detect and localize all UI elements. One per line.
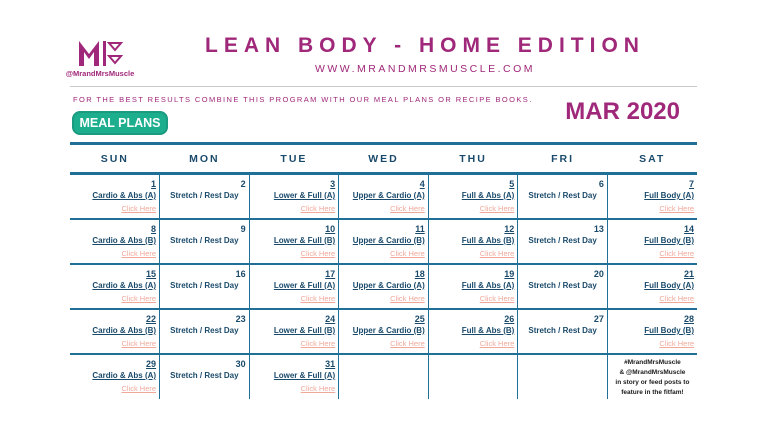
promo-line: in story or feed posts to [615,379,690,386]
workout-click-here-link[interactable]: Click Here [121,339,157,348]
weekday-header: THU [428,144,518,174]
day-number: 18 [414,269,425,279]
workout-name: Cardio & Abs (A) [92,281,157,290]
workout-name: Full Body (B) [644,326,694,335]
calendar-week-row [70,219,697,264]
divider [70,86,697,87]
calendar-day-cell [70,219,160,264]
calendar-day-cell [339,309,429,354]
day-number: 1 [151,179,157,189]
workout-click-here-link[interactable]: Click Here [300,339,336,348]
calendar-day-cell [518,174,608,220]
calendar-day-cell [160,219,250,264]
day-number: 3 [330,179,336,189]
day-number: 30 [235,359,246,369]
calendar-day-cell [428,219,518,264]
weekday-header: SAT [607,144,697,174]
day-number: 19 [504,269,515,279]
promo-line: & @MrandMrsMuscle [619,369,686,376]
day-number: 12 [504,224,515,234]
day-number: 11 [415,224,425,234]
calendar-day-cell [249,219,339,264]
workout-name: Upper & Cardio (A) [352,191,425,200]
hashtag-promo [610,358,695,398]
calendar-day-cell [518,309,608,354]
workout-click-here-link[interactable]: Click Here [121,384,157,393]
calendar-day-cell [518,219,608,264]
calendar-day-cell [339,264,429,309]
workout-click-here-link[interactable]: Click Here [479,339,515,348]
calendar-day-cell [70,174,160,220]
workout-click-here-link[interactable]: Click Here [659,249,694,258]
promo-line: feature in the fitfam! [621,389,684,396]
calendar-week-row [70,309,697,354]
day-number: 6 [598,179,604,189]
day-number: 7 [688,179,694,189]
weekday-header: SUN [70,144,160,174]
brand-logo [60,38,140,78]
rest-day-label: Stretch / Rest Day [528,191,597,200]
workout-click-here-link[interactable]: Click Here [479,294,515,303]
workout-name: Full & Abs (A) [461,281,515,290]
day-number: 10 [325,224,336,234]
workout-name: Lower & Full (B) [273,236,336,245]
calendar-day-cell [70,264,160,309]
workout-name: Upper & Cardio (A) [352,281,425,290]
workout-name: Full & Abs (B) [461,326,515,335]
workout-click-here-link[interactable]: Click Here [300,294,336,303]
workout-name: Lower & Full (A) [273,191,336,200]
weekday-header: FRI [518,144,608,174]
mm-logo-icon [77,38,123,68]
workout-click-here-link[interactable]: Click Here [390,204,425,213]
workout-name: Cardio & Abs (B) [92,236,157,245]
workout-click-here-link[interactable]: Click Here [121,294,157,303]
weekday-header: TUE [249,144,339,174]
meal-plans-button[interactable]: MEAL PLANS [72,111,168,135]
workout-click-here-link[interactable]: Click Here [121,204,157,213]
calendar-day-cell [518,264,608,309]
rest-day-label: Stretch / Rest Day [170,326,239,335]
calendar-day-cell [607,309,697,354]
calendar-day-cell [607,174,697,220]
day-number: 22 [146,314,157,324]
calendar-day-cell [70,309,160,354]
workout-name: Full Body (A) [644,191,694,200]
rest-day-label: Stretch / Rest Day [170,191,239,200]
day-number: 23 [235,314,246,324]
workout-click-here-link[interactable]: Click Here [390,249,425,258]
rest-day-label: Stretch / Rest Day [170,281,239,290]
workout-click-here-link[interactable]: Click Here [659,204,694,213]
calendar-grid [70,142,697,399]
workout-name: Cardio & Abs (A) [92,371,157,380]
calendar-day-cell [160,264,250,309]
workout-name: Lower & Full (A) [273,371,336,380]
workout-click-here-link[interactable]: Click Here [659,294,694,303]
workout-name: Full Body (A) [644,281,694,290]
weekday-header-row [70,144,697,174]
day-number: 28 [683,314,694,324]
workout-name: Cardio & Abs (A) [92,191,157,200]
page-title: LEAN BODY - HOME EDITION [205,34,645,57]
calendar-day-cell [428,354,518,399]
workout-name: Full & Abs (A) [461,191,515,200]
day-number: 20 [593,269,604,279]
day-number: 5 [509,179,515,189]
calendar-day-cell [518,354,608,399]
day-number: 24 [325,314,336,324]
calendar-day-cell [160,174,250,220]
website-link[interactable]: WWW.MRANDMRSMUSCLE.COM [314,63,536,75]
tagline: FOR THE BEST RESULTS COMBINE THIS PROGRAM WITH OUR MEAL PLANS OR RECIPE BOOKS. [73,95,533,104]
calendar-week-row [70,264,697,309]
calendar-day-cell [70,354,160,399]
day-number: 13 [593,224,604,234]
calendar-day-cell [249,264,339,309]
day-number: 17 [325,269,336,279]
calendar-week-row [70,354,697,399]
calendar-day-cell [160,354,250,399]
calendar-day-cell [249,309,339,354]
day-number: 31 [325,359,336,369]
calendar-week-row [70,174,697,220]
workout-name: Upper & Cardio (B) [352,326,425,335]
calendar-day-cell [339,219,429,264]
day-number: 21 [683,269,694,279]
calendar-day-cell [428,174,518,220]
day-number: 16 [235,269,246,279]
brand-handle: @MrandMrsMuscle [65,69,135,78]
workout-name: Upper & Cardio (B) [352,236,425,245]
day-number: 29 [146,359,157,369]
month-label: MAR 2020 [565,98,680,125]
day-number: 8 [151,224,157,234]
promo-line: #MrandMrsMuscle [624,359,681,366]
workout-name: Full & Abs (B) [461,236,515,245]
calendar-day-cell [160,309,250,354]
day-number: 25 [414,314,425,324]
calendar-day-cell [607,264,697,309]
weekday-header: MON [160,144,250,174]
workout-name: Cardio & Abs (B) [92,326,157,335]
workout-click-here-link[interactable]: Click Here [300,204,336,213]
workout-name: Full Body (B) [644,236,694,245]
weekday-header: WED [339,144,429,174]
workout-click-here-link[interactable]: Click Here [390,294,425,303]
rest-day-label: Stretch / Rest Day [528,326,597,335]
calendar-day-cell [428,309,518,354]
calendar-day-cell [339,174,429,220]
day-number: 27 [593,314,604,324]
day-number: 2 [240,179,246,189]
workout-click-here-link[interactable]: Click Here [479,204,515,213]
calendar-day-cell [249,174,339,220]
calendar-day-cell [607,219,697,264]
workout-name: Lower & Full (A) [273,281,336,290]
workout-click-here-link[interactable]: Click Here [479,249,515,258]
day-number: 14 [683,224,694,234]
workout-click-here-link[interactable]: Click Here [390,339,425,348]
day-number: 4 [419,179,425,189]
rest-day-label: Stretch / Rest Day [170,371,239,380]
day-number: 15 [146,269,157,279]
calendar-day-cell [339,354,429,399]
rest-day-label: Stretch / Rest Day [528,281,597,290]
rest-day-label: Stretch / Rest Day [528,236,597,245]
calendar-day-cell [428,264,518,309]
calendar-day-cell [607,354,697,399]
workout-click-here-link[interactable]: Click Here [300,249,336,258]
day-number: 26 [504,314,515,324]
workout-click-here-link[interactable]: Click Here [659,339,694,348]
calendar-day-cell [249,354,339,399]
workout-click-here-link[interactable]: Click Here [121,249,157,258]
workout-name: Lower & Full (B) [273,326,336,335]
rest-day-label: Stretch / Rest Day [170,236,239,245]
day-number: 9 [240,224,246,234]
workout-click-here-link[interactable]: Click Here [300,384,336,393]
